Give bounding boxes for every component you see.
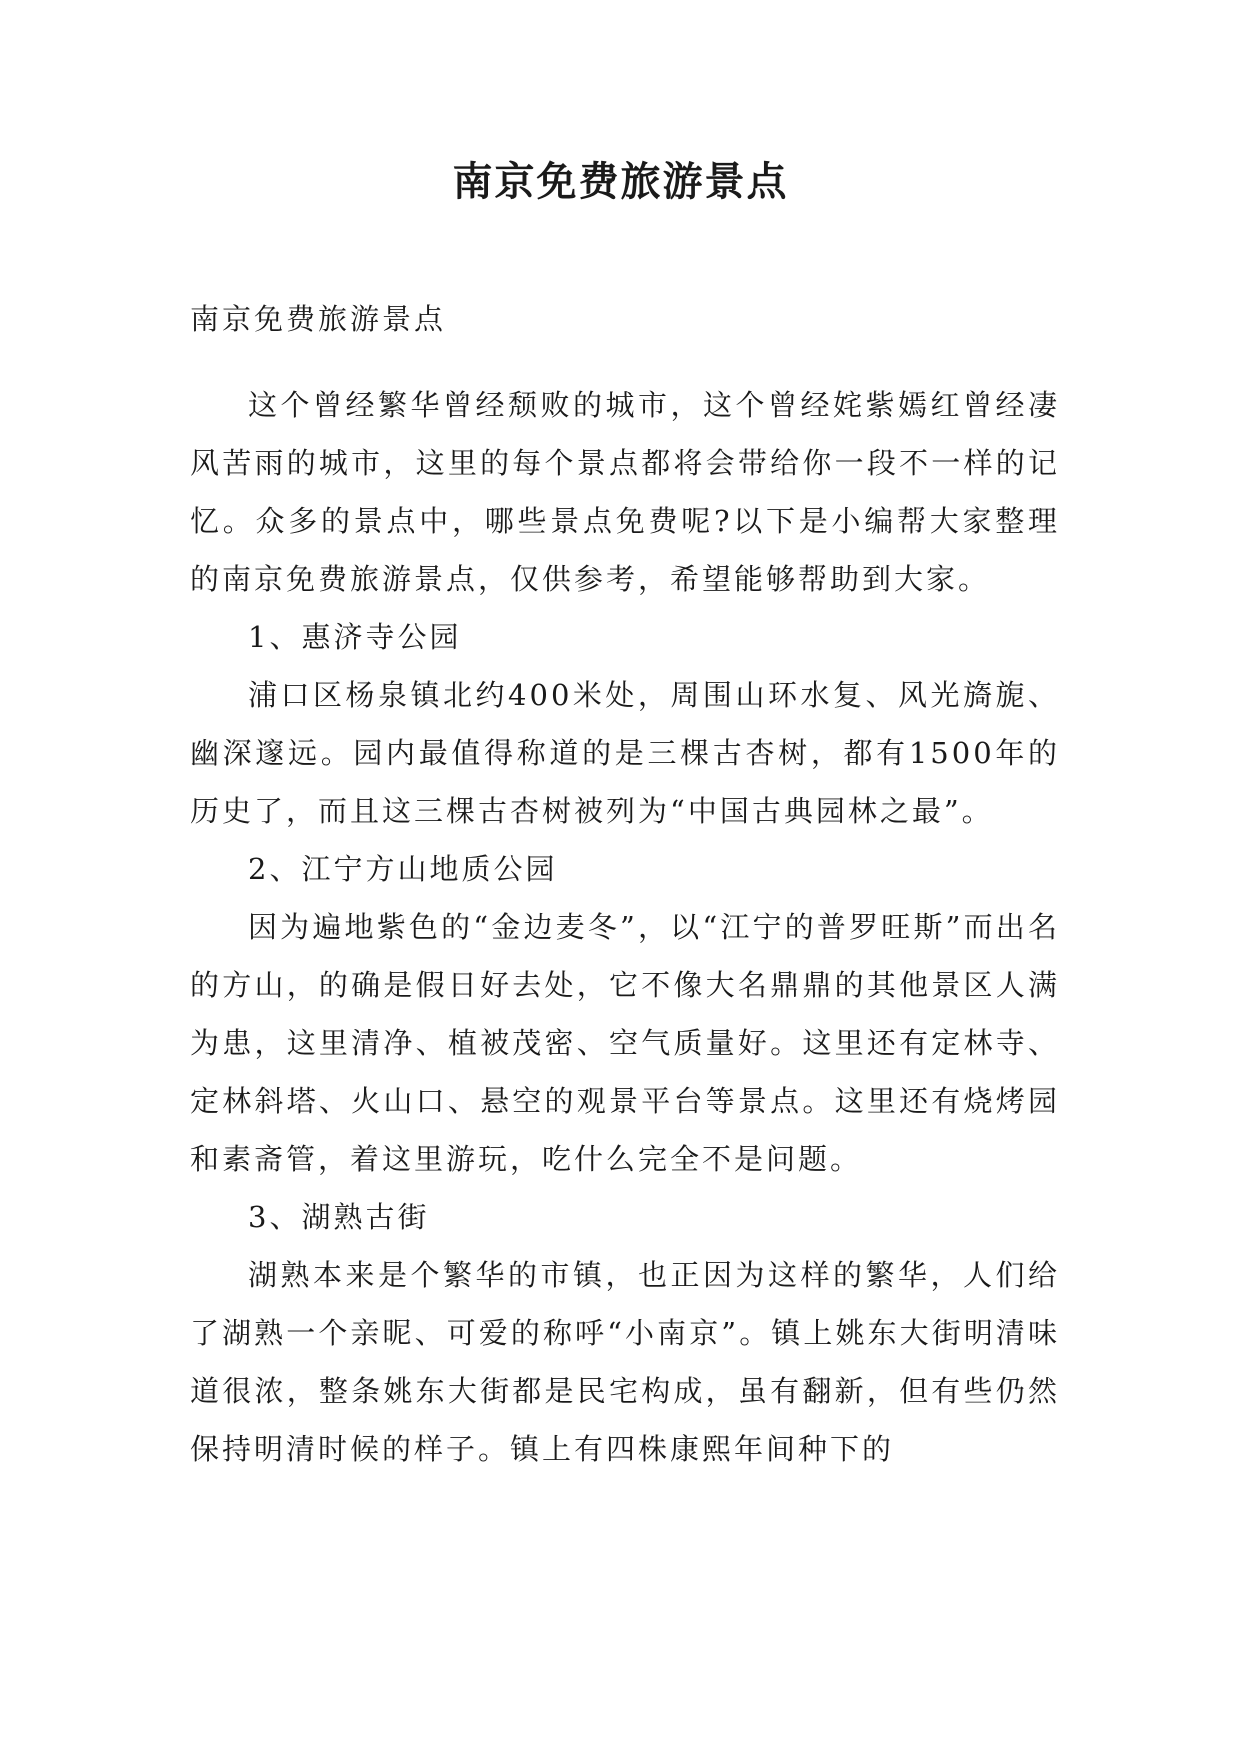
section-heading-1: 1、惠济寺公园 [248,620,462,654]
section-heading-2: 2、江宁方山地质公园 [248,852,558,886]
intro-paragraph: 这个曾经繁华曾经颓败的城市，这个曾经姹紫嫣红曾经凄风苦雨的城市，这里的每个景点都将会带给你一段不一样的记忆。众多的景点中，哪些景点免费呢?以下是小编帮大家整理的南京免费旅游景点，仅供参考，希望能够帮助到大家。 [190,388,1060,596]
document-title: 南京免费旅游景点 [452,158,789,205]
document-body [190,290,1060,1478]
section-body-1: 浦口区杨泉镇北约400米处，周围山环水复、风光旖旎、幽深邃远。园内最值得称道的是三棵古杏树，都有1500年的历史了，而且这三棵古杏树被列为“中国古典园林之最”。 [190,678,1060,828]
document-subtitle: 南京免费旅游景点 [190,302,447,336]
section-heading-3: 3、湖熟古街 [248,1200,430,1234]
section-body-3: 湖熟本来是个繁华的市镇，也正因为这样的繁华，人们给了湖熟一个亲昵、可爱的称呼“小南京”。镇上姚东大街明清味道很浓，整条姚东大街都是民宅构成，虽有翻新，但有些仍然保持明清时候的样子。镇上有四株康熙年间种下的 [190,1258,1060,1466]
section-body-2: 因为遍地紫色的“金边麦冬”，以“江宁的普罗旺斯”而出名的方山，的确是假日好去处，它不像大名鼎鼎的其他景区人满为患，这里清净、植被茂密、空气质量好。这里还有定林寺、定林斜塔、火山口、悬空的观景平台等景点。这里还有烧烤园和素斋管，着这里游玩，吃什么完全不是问题。 [190,910,1060,1176]
